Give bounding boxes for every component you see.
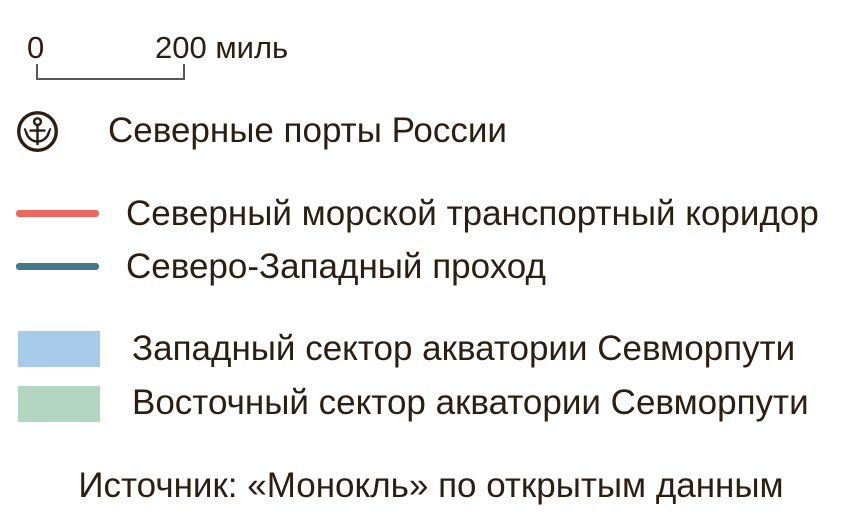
scale-bracket (36, 64, 185, 80)
legend-item-label: Восточный сектор акватории Севморпути (132, 383, 809, 422)
scale-bar (0, 0, 862, 95)
scale-start-label: 0 (27, 30, 45, 65)
anchor-icon (15, 109, 60, 154)
scale-end-label: 200 миль (155, 30, 289, 65)
route-line-swatch (16, 263, 99, 270)
legend-item-label: Северный морской транспортный коридор (126, 194, 819, 233)
source-caption: Источник: «Монокль» по открытым данным (78, 466, 784, 505)
area-color-swatch (18, 386, 100, 422)
area-color-swatch (18, 331, 100, 367)
legend-item-label: Северо-Западный проход (126, 247, 546, 286)
route-line-swatch (16, 210, 99, 217)
legend-item-label: Северные порты России (108, 111, 507, 150)
legend-item-label: Западный сектор акватории Севморпути (132, 329, 796, 368)
